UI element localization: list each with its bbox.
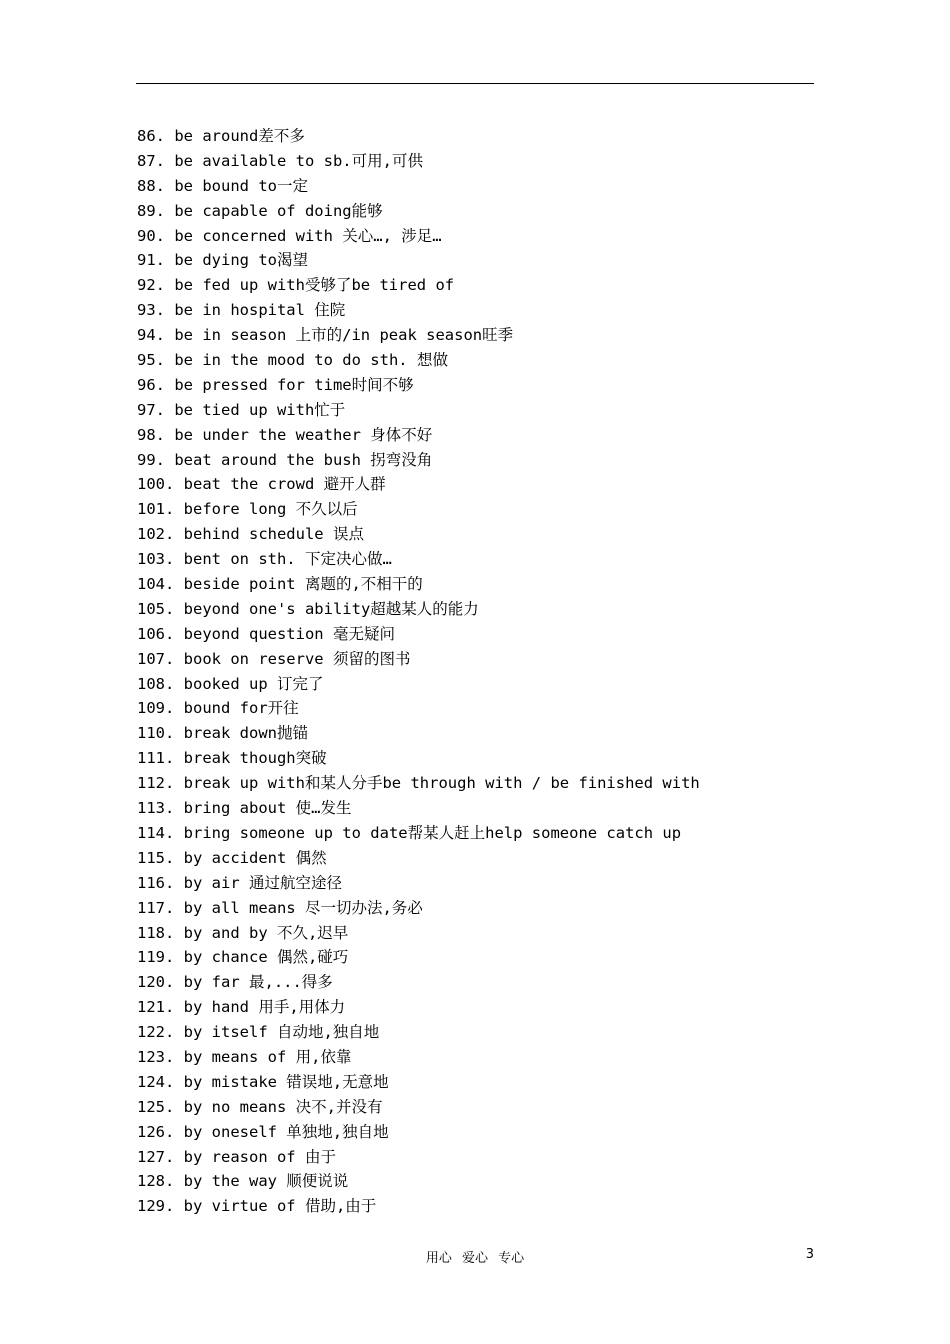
page-number: 3: [805, 1247, 814, 1262]
phrase-entry: 101. before long 不久以后: [137, 500, 358, 519]
phrase-entry: 92. be fed up with受够了be tired of: [137, 276, 455, 295]
footer-motto: 用心 爱心 专心: [425, 1251, 525, 1266]
phrase-entry: 98. be under the weather 身体不好: [137, 425, 433, 444]
phrase-entry: 105. beyond one's ability超越某人的能力: [137, 599, 479, 618]
phrase-entry: 107. book on reserve 须留的图书: [137, 649, 411, 668]
phrase-entry: 129. by virtue of 借助,由于: [137, 1197, 377, 1216]
phrase-entry: 124. by mistake 错误地,无意地: [137, 1072, 389, 1091]
phrase-entry: 121. by hand 用手,用体力: [137, 998, 346, 1017]
phrase-entry: 102. behind schedule 误点: [137, 525, 364, 544]
phrase-entry: 90. be concerned with 关心…, 涉足…: [137, 226, 442, 245]
phrase-entry: 122. by itself 自动地,独自地: [137, 1023, 380, 1042]
phrase-entry: 89. be capable of doing能够: [137, 201, 383, 220]
phrase-entry: 118. by and by 不久,迟早: [137, 923, 349, 942]
phrase-entry: 104. beside point 离题的,不相干的: [137, 575, 423, 594]
phrase-entry: 100. beat the crowd 避开人群: [137, 475, 386, 494]
phrase-entry: 109. bound for开往: [137, 699, 299, 718]
phrase-entry: 96. be pressed for time时间不够: [137, 375, 414, 394]
phrase-entry: 125. by no means 决不,并没有: [137, 1097, 383, 1116]
phrase-entry: 97. be tied up with忙于: [137, 400, 346, 419]
phrase-entry: 111. break though突破: [137, 749, 327, 768]
phrase-entry: 86. be around差不多: [137, 127, 305, 145]
phrase-entry: 115. by accident 偶然: [137, 848, 327, 867]
phrase-entry: 106. beyond question 毫无疑问: [137, 624, 395, 643]
phrase-entry: 88. be bound to一定: [137, 176, 308, 195]
phrase-entry: 114. bring someone up to date帮某人赶上help someone catch up: [137, 823, 682, 842]
phrase-entry: 127. by reason of 由于: [137, 1147, 336, 1166]
phrase-entry: 108. booked up 订完了: [137, 674, 324, 693]
phrase-entry: 103. bent on sth. 下定决心做…: [137, 550, 392, 569]
phrase-entry: 94. be in season 上市的/in peak season旺季: [137, 326, 514, 345]
phrase-entry: 93. be in hospital 住院: [137, 301, 346, 320]
phrase-entry: 112. break up with和某人分手be through with / be finished with: [137, 774, 700, 793]
phrase-entry: 99. beat around the bush 拐弯没角: [137, 450, 433, 469]
phrase-entry: 95. be in the mood to do sth. 想做: [137, 351, 448, 370]
header-rule: [136, 83, 814, 84]
phrase-entry: 128. by the way 顺便说说: [137, 1172, 349, 1191]
phrase-entry: 87. be available to sb.可用,可供: [137, 151, 423, 170]
phrase-entry: 120. by far 最,...得多: [137, 973, 333, 992]
phrase-entry: 113. bring about 使…发生: [137, 799, 352, 818]
phrase-entry: 116. by air 通过航空途径: [137, 873, 342, 892]
phrase-entry: 91. be dying to渴望: [137, 251, 308, 270]
phrase-entry: 126. by oneself 单独地,独自地: [137, 1122, 389, 1141]
phrase-entry: 119. by chance 偶然,碰巧: [137, 948, 349, 967]
phrase-entry: 123. by means of 用,依靠: [137, 1047, 352, 1066]
phrase-entry: 110. break down抛锚: [137, 724, 308, 743]
phrase-entry: 117. by all means 尽一切办法,务必: [137, 898, 423, 917]
phrase-list: [137, 124, 814, 1219]
